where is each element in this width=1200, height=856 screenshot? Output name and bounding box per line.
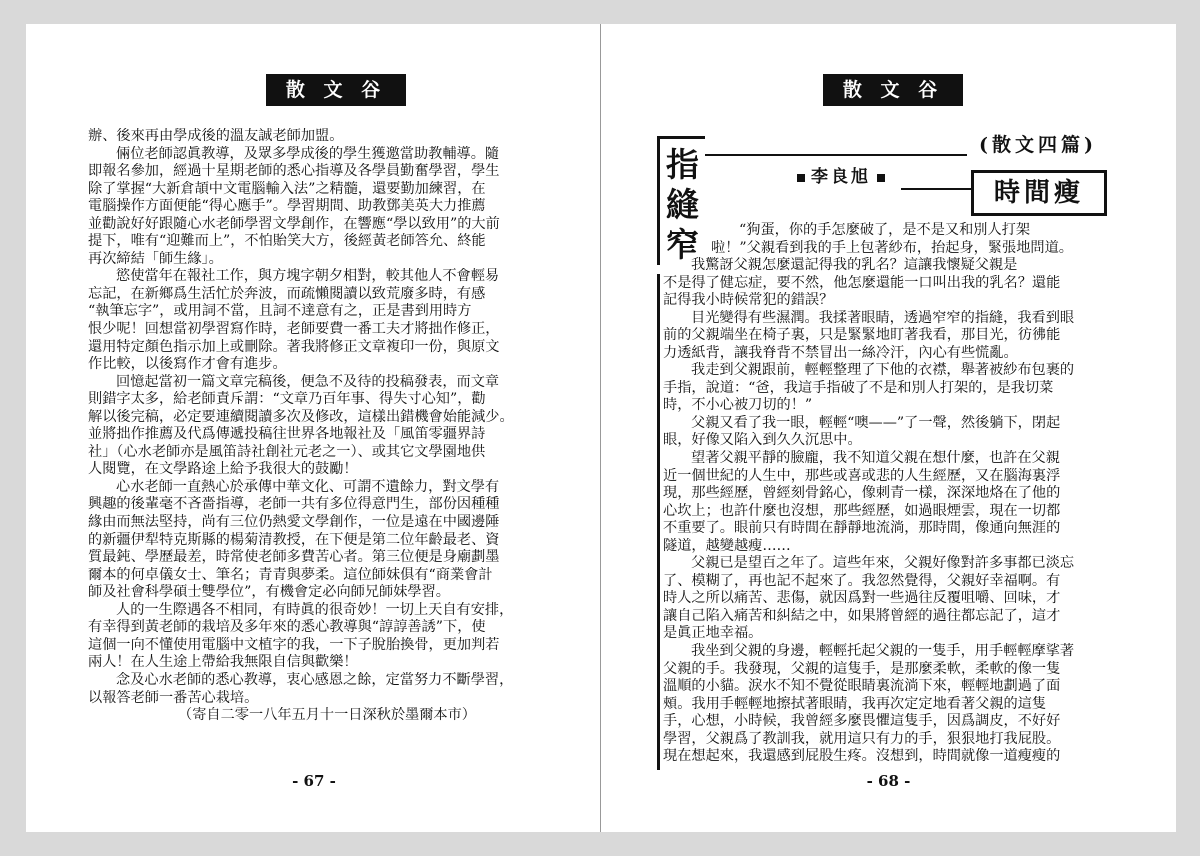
text-line: 記得我小時候常犯的錯誤？ [663, 292, 834, 309]
text-line: 電腦操作方面便能“得心應手”。學習期間、助教鄧美英大力推薦 [88, 198, 486, 215]
text-line: 人閱覽，在文學路途上給予我很大的鼓勵！ [88, 461, 358, 478]
text-line: 我走到父親跟前，輕輕整理了下他的衣襟，舉著被紗布包裹的 [691, 362, 1075, 379]
text-line: 時人之所以痛苦、悲傷，就因爲對一些過往反覆咀嚼、回味，才 [663, 590, 1061, 607]
right-page [600, 24, 1176, 832]
author-name: 李良旭 [811, 167, 871, 187]
text-line: 還用特定顏色指示加上或刪除。著我將修正文章複印一份，與原文 [88, 338, 500, 355]
text-line: 現在想起來，我還感到屁股生疼。沒想到，時間就像一道瘦瘦的 [663, 748, 1061, 765]
text-line: 啦！”父親看到我的手上包著紗布，抬起身，緊張地問道。 [711, 239, 1073, 256]
text-line: 爾本的何卓儀女士、筆名；青青與夢柔。這位師妹俱有“商業會計 [88, 566, 493, 583]
section-banner: 散 文 谷 [823, 74, 963, 106]
article-title: 時間瘦 [971, 170, 1107, 216]
vertical-title-char: 窄 [666, 225, 699, 264]
title-rule-connector [901, 188, 971, 190]
text-line: 不是得了健忘症，要不然，他怎麼還能一口叫出我的乳名？還能 [663, 274, 1061, 291]
text-line: 手，心想，小時候，我曾經多麼畏懼這隻手，因爲調皮，不好好 [663, 713, 1061, 730]
text-line: 即報名參加，經過十星期老師的悉心指導及各學員勤奮學習，學生 [88, 163, 500, 180]
text-line: 學習，父親爲了教訓我，就用這只有力的手，狠狠地打我屁股。 [663, 730, 1061, 747]
text-line: 師及社會科學碩士雙學位”，有機會定必向師兄師妹學習。 [88, 584, 450, 601]
text-line: 溫順的小貓。淚水不知不覺從眼睛裏流淌下來，輕輕地劃過了面 [663, 678, 1061, 695]
text-line: 這個一向不懂使用電腦中文植字的我，一下子脫胎換骨，更加判若 [88, 636, 500, 653]
article-body [663, 257, 1129, 766]
text-line: 以報答老師一番苦心栽培。 [88, 689, 259, 706]
signoff-line: （寄自二零一八年五月十一日深秋於墨爾本市） [178, 707, 476, 724]
text-line: 回憶起當初一篇文章完稿後，便急不及待的投稿發表，而文章 [116, 373, 500, 390]
text-line: 作比較，以後寫作才會有進步。 [88, 356, 287, 373]
text-line: 再次締結「師生緣」。 [88, 250, 223, 267]
text-line: 父親又看了我一眼，輕輕“噢——”了一聲，然後躺下，閉起 [691, 414, 1061, 431]
text-line: 忘記，在新鄉爲生活忙於奔波，而疏懶閱讀以致荒廢多時，有感 [88, 285, 486, 302]
text-line: 現，那些經歷，曾經刻骨銘心，像刺青一樣，深深地烙在了他的 [663, 485, 1061, 502]
article-body-intro [711, 222, 1109, 257]
text-line: 質最鈍、學歷最差，時常使老師多費苦心者。第三位便是身廟劃墨 [88, 549, 500, 566]
square-bullet-icon [877, 174, 885, 182]
text-line: 解以後完稿，必定要連續閱讀多次及修改，這樣出錯機會始能減少。 [88, 408, 514, 425]
text-line: 我坐到父親的身邊，輕輕托起父親的一隻手，用手輕輕摩挲著 [691, 643, 1075, 660]
left-page [26, 24, 602, 832]
text-line: 提下，唯有“迎難而上”，不怕貽笑大方，後經黃老師答允、終能 [88, 233, 486, 250]
page-number: - 67 - [292, 772, 336, 790]
text-line: 讓自己陷入痛苦和糾結之中，如果將曾經的過往都忘記了，這才 [663, 607, 1061, 624]
text-line: 隧道，越變越瘦…… [663, 537, 791, 554]
text-line: “執筆忘字”，或用詞不當，且詞不達意有之，正是書到用時方 [88, 303, 472, 320]
square-bullet-icon [797, 174, 805, 182]
text-line: 有幸得到黃老師的栽培及多年來的悉心教導與“諄諄善誘”下，使 [88, 619, 486, 636]
text-line: 念及心水老師的悉心教導，衷心感恩之餘，定當努力不斷學習， [116, 671, 514, 688]
text-line: 除了掌握“大新倉頡中文電腦輸入法”之精髓，還要勤加練習，在 [88, 180, 486, 197]
title-rule-vertical [657, 274, 660, 770]
text-line: 辦、後來再由學成後的溫友誠老師加盟。 [88, 128, 344, 144]
text-line: 了、模糊了，再也記不起來了。我忽然覺得，父親好幸福啊。有 [663, 572, 1061, 589]
text-line: 父親已是望百之年了。這些年來，父親好像對許多事都已淡忘 [691, 555, 1075, 572]
text-line: 倆位老師認眞教導，及眾多學成後的學生獲邀當助教輔導。隨 [116, 145, 500, 162]
vertical-title-char: 指 [666, 145, 699, 184]
text-line: 手指，說道：“爸，我這手指破了不是和別人打架的，是我切菜 [663, 379, 1054, 396]
text-line: 父親的手。我發現，父親的這隻手，是那麼柔軟，柔軟的像一隻 [663, 660, 1061, 677]
text-line: 的新疆伊犁特克斯縣的楊菊清教授，在下便是第二位年齡最老、資 [88, 531, 500, 548]
page-number: - 68 - [866, 772, 911, 790]
text-line: 則錯字太多，給老師責斥謂：“文章乃百年事、得失寸心知”，勸 [88, 391, 486, 408]
section-banner: 散 文 谷 [266, 74, 406, 106]
text-line: 並將拙作推薦及代爲傳遞投稿往世界各地報社及「風笛零疆界詩 [88, 426, 486, 443]
text-line: 慾使當年在報社工作，與方塊字朝夕相對，較其他人不會輕易 [116, 268, 500, 285]
text-line: 緣由而無法堅持，尚有三位仍熱愛文學創作，一位是遠在中國邊陲 [88, 514, 500, 531]
text-line: 目光變得有些濕潤。我揉著眼睛，透過窄窄的指縫，我看到眼 [691, 309, 1075, 326]
text-line: 頰。我用手輕輕地擦拭著眼睛，我再次定定地看著父親的這隻 [663, 695, 1047, 712]
author-line [791, 162, 891, 187]
series-label: (散文四篇) [979, 134, 1097, 156]
text-line: 時，不小心被刀切的！” [663, 397, 813, 414]
text-line: 眼，好像又陷入到久久沉思中。 [663, 432, 862, 449]
text-line: 是眞正地幸福。 [663, 625, 763, 642]
text-line: 並勸說好好跟隨心水老師學習文學創作，在響應“學以致用”的大前 [88, 215, 500, 232]
text-line: 社」（心水老師亦是風笛詩社創社元老之一）、或其它文學園地供 [88, 443, 486, 460]
text-line: 近一個世紀的人生中，那些或喜或悲的人生經歷，又在腦海裏浮 [663, 467, 1061, 484]
text-line: 心水老師一直熱心於承傳中華文化、可謂不遺餘力，對文學有 [116, 478, 500, 495]
vertical-title [657, 136, 705, 265]
text-line: 興趣的後輩毫不吝嗇指導，老師一共有多位得意門生，部份因種種 [88, 496, 500, 513]
text-line: 心坎上；也許什麼也沒想，那些經歷，如過眼煙雲，現在一切都 [663, 502, 1061, 519]
text-line: 恨少呢！回想當初學習寫作時，老師要費一番工夫才將拙作修正， [88, 321, 500, 338]
text-line: 兩人！在人生途上帶給我無限自信與歡樂！ [88, 654, 358, 671]
text-line: 力透紙背，讓我脊背不禁冒出一絲冷汗，內心有些慌亂。 [663, 344, 1018, 361]
text-line: 前的父親端坐在椅子裏，只是緊緊地盯著我看，那目光，彷彿能 [663, 327, 1061, 344]
text-line: 望著父親平靜的臉龐，我不知道父親在想什麼，也許在父親 [691, 450, 1060, 467]
text-line: 人的一生際遇各不相同，有時眞的很奇妙！一切上天自有安排， [116, 601, 514, 618]
vertical-title-char: 縫 [666, 185, 699, 224]
article-body [88, 128, 566, 725]
text-line: “狗蛋，你的手怎麼破了，是不是又和別人打架 [739, 222, 1031, 238]
title-rule-top [705, 154, 967, 156]
text-line: 我驚訝父親怎麼還記得我的乳名？這讓我懷疑父親是 [691, 257, 1018, 273]
text-line: 不重要了。眼前只有時間在靜靜地流淌，那時間，像通向無涯的 [663, 520, 1061, 537]
